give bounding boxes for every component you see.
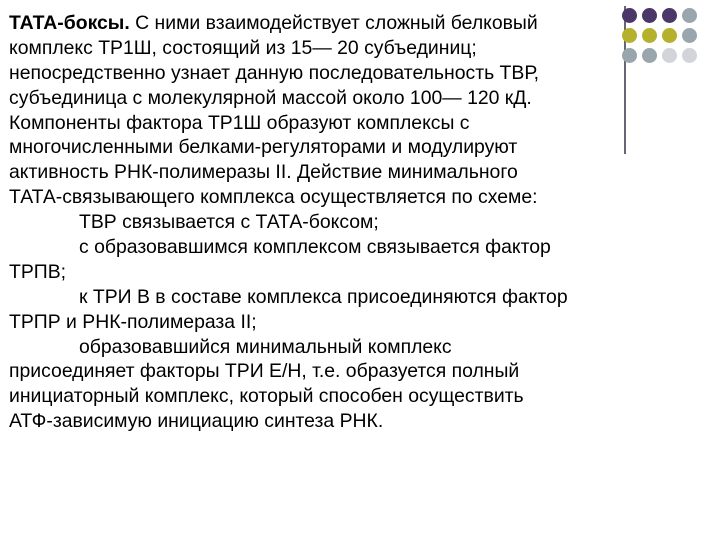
text-line-1: ТАТА-боксы. С ними взаимодействует сложный белковый [9,12,538,34]
text-line-6: многочисленными белками-регуляторами и модулируют [9,136,518,159]
step-3-line: к ТРИ В в составе комплекса присоединяются фактор [79,285,568,308]
step-2-line: с образовавшимся комплексом связывается фактор [79,236,551,259]
text-line-7: активность РНК-полимеразы II. Действие минимального [9,161,518,184]
step-3-continuation: ТРПР и РНК-полимераза II; [9,310,257,333]
text-line-2: комплекс ТР1Ш, состоящий из 15— 20 субъединиц; [9,36,477,59]
term-heading: ТАТА-боксы. [9,12,130,34]
step-4-continuation-2: инициаторный комплекс, который способен осуществить [9,385,524,408]
step-4-continuation-3: АТФ-зависимую инициацию синтеза РНК. [9,410,384,433]
step-4-continuation-1: присоединяет факторы ТРИ Е/Н, т.е. образуется полный [9,360,520,383]
text-line-3: непосредственно узнает данную последовательность ТВР, [9,61,539,84]
step-1-line: ТВР связывается с ТАТА-боксом; [79,211,379,234]
step-4-line: образовавшийся минимальный комплекс [79,335,452,358]
text-line-5: Компоненты фактора ТР1Ш образуют комплексы с [9,111,470,134]
text-line-4: субъединица с молекулярной массой около 100— 120 кД. [9,86,532,109]
step-2-continuation: ТРПВ; [9,260,67,283]
text-line-8: ТАТА-связывающего комплекса осуществляется по схеме: [9,186,538,209]
slide-body-text [9,11,699,434]
